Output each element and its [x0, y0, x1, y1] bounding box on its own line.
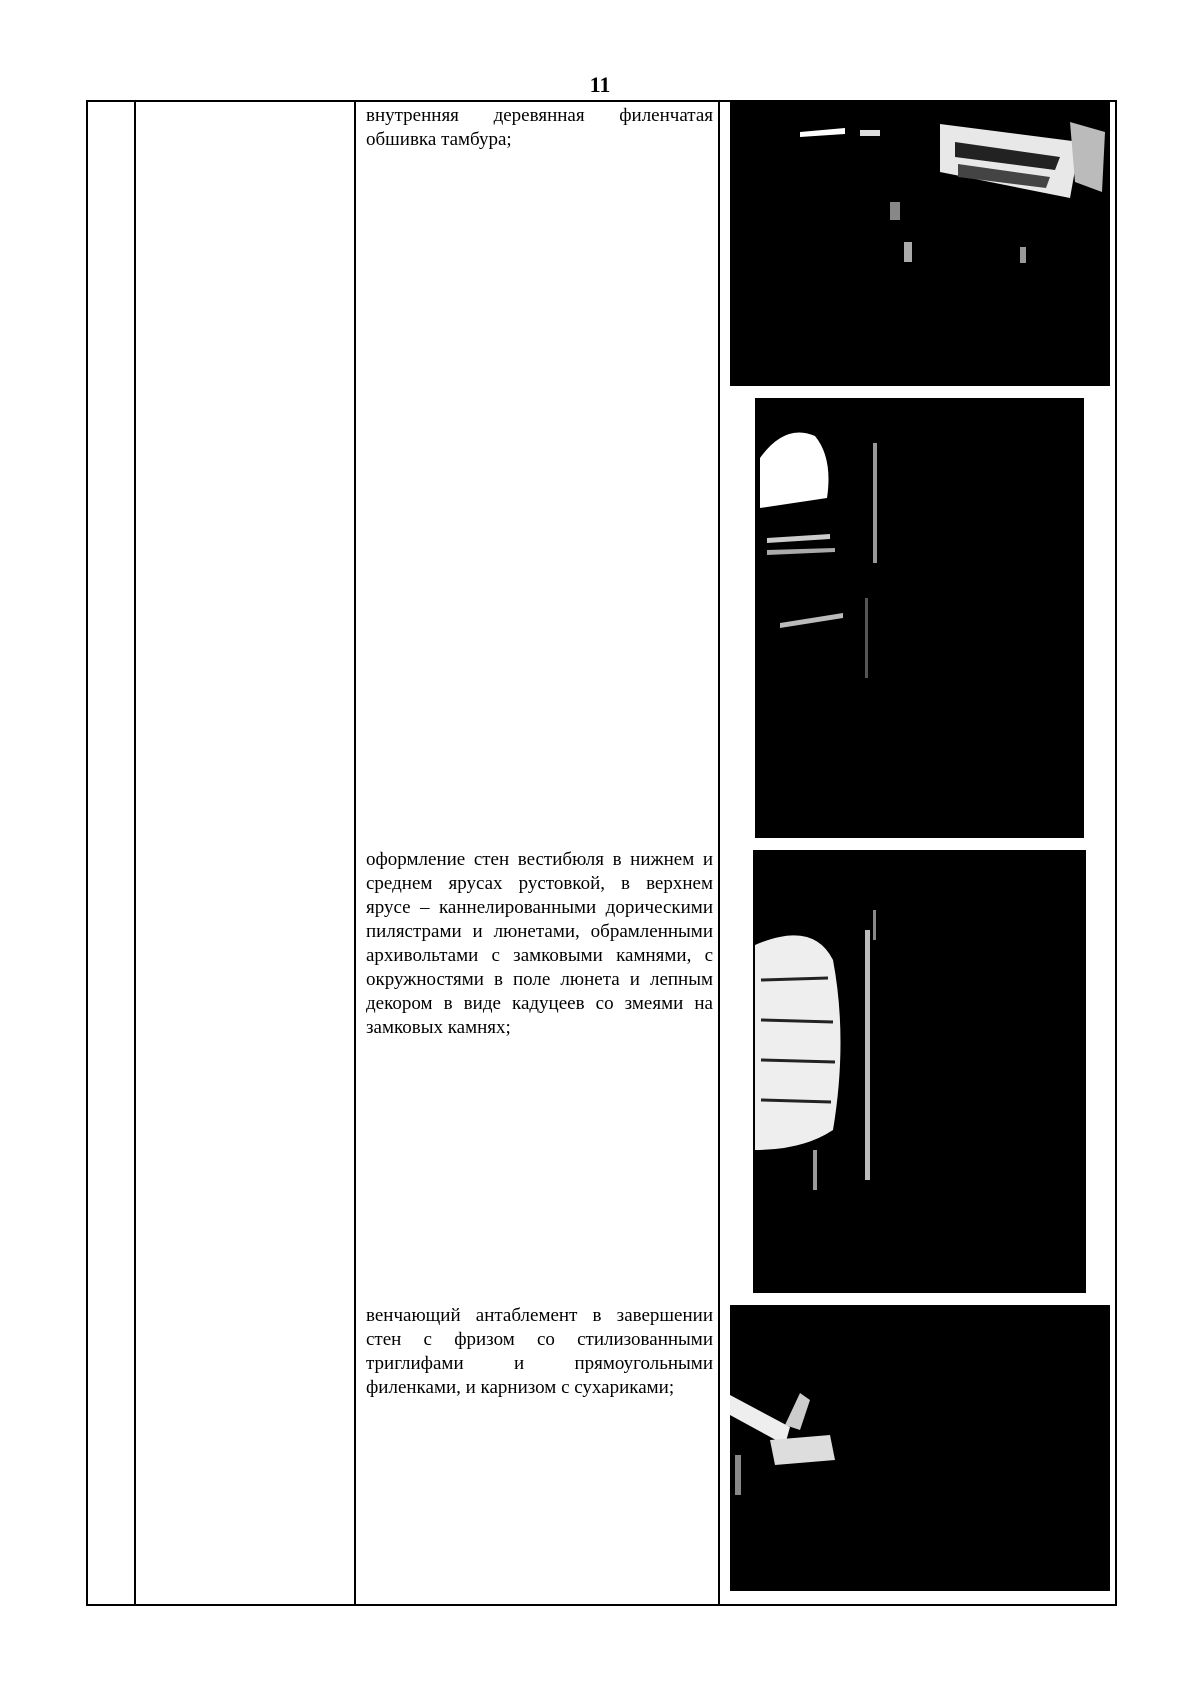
- photo-vestibule-lunette: [753, 850, 1086, 1293]
- page-number: 11: [589, 72, 611, 97]
- photo-entablature: [730, 1305, 1110, 1591]
- document-table: [86, 100, 1117, 1606]
- description-entablature: венчающий антаблемент в завершении стен с фризом со стилизованными триглифами и прямоугольными филенками, и карнизом с сухариками;: [366, 1305, 713, 1398]
- column-divider-2: [354, 102, 356, 1604]
- column-divider-1: [134, 102, 136, 1604]
- photo-vestibule-upper: [755, 398, 1084, 838]
- description-tambour-paneling: внутренняя деревянная филенчатая обшивка тамбура;: [366, 105, 713, 150]
- column-divider-3: [718, 102, 720, 1604]
- photo-tambour-paneling: [730, 102, 1110, 386]
- description-vestibule-walls: оформление стен вестибюля в нижнем и среднем ярусах рустовкой, в верхнем ярусе – каннелированными дорическими пилястрами и люнетами, обрамленными архивольтами с замковыми камнями, с окружностями в поле люнета и лепным декором в виде кадуцеев со змеями на замковых камнях;: [366, 849, 713, 1038]
